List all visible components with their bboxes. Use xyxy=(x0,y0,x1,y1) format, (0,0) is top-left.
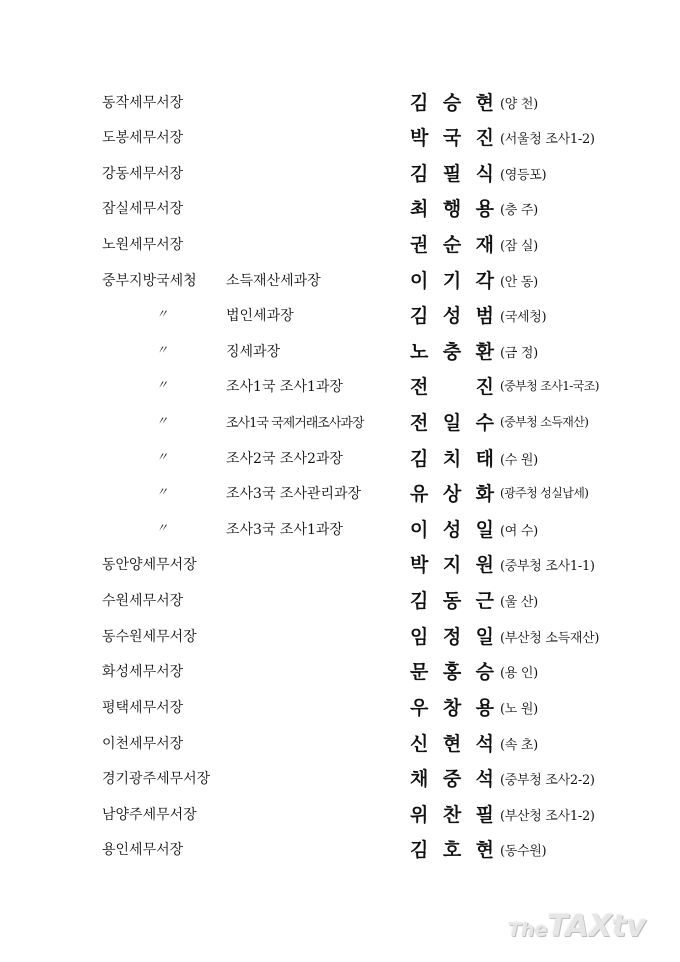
person-name xyxy=(410,479,494,506)
name-syllable: 승 xyxy=(442,92,462,114)
name-syllable: 범 xyxy=(475,305,494,327)
name-syllable: 최 xyxy=(410,198,429,220)
office-title: 이천세무서장 xyxy=(102,736,184,752)
name-syllable: 채 xyxy=(410,768,429,790)
name-syllable: 중 xyxy=(442,768,462,790)
previous-post: (충 주) xyxy=(500,203,538,218)
name-syllable: 석 xyxy=(475,733,494,755)
department-title: 조사1국 조사1과장 xyxy=(226,379,343,395)
name-syllable: 각 xyxy=(475,270,494,292)
name-syllable: 근 xyxy=(475,590,494,612)
previous-post: (중부청 조사1-1) xyxy=(500,559,595,574)
department-title: 조사3국 조사관리과장 xyxy=(226,486,362,502)
name-syllable: 문 xyxy=(410,661,429,683)
name-syllable: 정 xyxy=(442,626,462,648)
person-name xyxy=(410,622,494,649)
name-syllable: 성 xyxy=(442,305,462,327)
watermark-brand: TAXtv xyxy=(547,909,646,944)
name-syllable: 식 xyxy=(475,163,494,185)
person-name xyxy=(410,800,494,827)
list-item xyxy=(0,264,680,294)
name-syllable: 태 xyxy=(475,448,494,470)
ditto-mark: 〃 xyxy=(156,307,169,321)
ditto-mark: 〃 xyxy=(156,485,169,499)
name-syllable: 신 xyxy=(410,733,429,755)
list-item xyxy=(0,86,680,116)
previous-post: (잠 실) xyxy=(500,239,538,254)
previous-post: (중부청 조사2-2) xyxy=(500,773,595,788)
name-syllable: 김 xyxy=(410,305,429,327)
list-item xyxy=(0,442,680,472)
department-title: 징세과장 xyxy=(226,344,281,360)
name-syllable: 충 xyxy=(442,341,462,363)
name-syllable: 권 xyxy=(410,234,429,256)
person-name xyxy=(410,266,494,293)
name-syllable: 지 xyxy=(442,554,462,576)
list-item xyxy=(0,691,680,721)
previous-post: (광주청 성실납세) xyxy=(500,486,589,500)
office-title: 동안양세무서장 xyxy=(102,557,197,573)
name-syllable: 김 xyxy=(410,590,429,612)
previous-post: (울 산) xyxy=(500,595,538,610)
name-syllable: 원 xyxy=(475,554,494,576)
name-syllable: 홍 xyxy=(442,661,462,683)
name-syllable: 필 xyxy=(442,163,462,185)
name-syllable: 일 xyxy=(475,626,494,648)
name-syllable: 이 xyxy=(410,519,429,541)
list-item xyxy=(0,406,680,436)
name-syllable: 김 xyxy=(410,448,429,470)
list-item xyxy=(0,299,680,329)
list-item xyxy=(0,121,680,151)
office-title: 노원세무서장 xyxy=(102,237,184,253)
person-name xyxy=(410,550,494,577)
previous-post: (중부청 소득재산) xyxy=(500,415,589,429)
previous-post: (노 원) xyxy=(500,702,538,717)
name-syllable: 현 xyxy=(442,733,462,755)
name-syllable: 임 xyxy=(410,626,429,648)
name-syllable: 박 xyxy=(410,127,429,149)
office-title: 화성세무서장 xyxy=(102,664,184,680)
person-name xyxy=(410,657,494,684)
person-name xyxy=(410,729,494,756)
list-item xyxy=(0,584,680,614)
list-item xyxy=(0,833,680,863)
office-title: 도봉세무서장 xyxy=(102,130,184,146)
office-title: 용인세무서장 xyxy=(102,842,184,858)
previous-post: (속 초) xyxy=(500,738,538,753)
name-syllable: 필 xyxy=(475,804,494,826)
list-item xyxy=(0,620,680,650)
ditto-mark: 〃 xyxy=(156,378,169,392)
name-syllable: 전 xyxy=(410,412,429,434)
previous-post: (서울청 조사1-2) xyxy=(500,132,595,147)
ditto-mark: 〃 xyxy=(156,343,169,357)
previous-post: (부산청 조사1-2) xyxy=(500,809,595,824)
name-syllable: 김 xyxy=(410,92,429,114)
name-syllable: 국 xyxy=(442,127,462,149)
name-syllable: 현 xyxy=(475,839,494,861)
person-name xyxy=(410,159,494,186)
person-name xyxy=(410,693,494,720)
name-syllable: 상 xyxy=(442,483,462,505)
list-item xyxy=(0,798,680,828)
watermark-prefix: The xyxy=(508,919,548,941)
list-item xyxy=(0,157,680,187)
person-name xyxy=(410,372,494,399)
person-name xyxy=(410,337,494,364)
name-syllable: 전 xyxy=(410,376,429,398)
name-syllable: 기 xyxy=(442,270,462,292)
list-item xyxy=(0,228,680,258)
list-item xyxy=(0,513,680,543)
name-syllable: 행 xyxy=(442,198,462,220)
list-item xyxy=(0,727,680,757)
person-name xyxy=(410,586,494,613)
department-title: 소득재산세과장 xyxy=(226,273,321,289)
previous-post: (여 수) xyxy=(500,524,538,539)
office-title: 강동세무서장 xyxy=(102,166,184,182)
name-syllable: 노 xyxy=(410,341,429,363)
name-syllable: 찬 xyxy=(442,804,462,826)
name-syllable: 김 xyxy=(410,163,429,185)
office-title: 남양주세무서장 xyxy=(102,807,197,823)
name-syllable: 우 xyxy=(410,697,429,719)
office-title: 평택세무서장 xyxy=(102,700,184,716)
office-title: 중부지방국세청 xyxy=(102,273,197,289)
name-syllable: 김 xyxy=(410,839,429,861)
name-syllable: 위 xyxy=(410,804,429,826)
office-title: 경기광주세무서장 xyxy=(102,771,211,787)
name-syllable: 일 xyxy=(475,519,494,541)
name-syllable: 석 xyxy=(475,768,494,790)
person-name xyxy=(410,764,494,791)
previous-post: (중부청 조사1-국조) xyxy=(500,379,599,393)
name-syllable: 용 xyxy=(475,697,494,719)
name-syllable: 성 xyxy=(442,519,462,541)
name-syllable: 일 xyxy=(442,412,462,434)
ditto-mark: 〃 xyxy=(156,414,169,428)
person-name xyxy=(410,444,494,471)
previous-post: (용 인) xyxy=(500,666,538,681)
list-item xyxy=(0,335,680,365)
previous-post: (안 동) xyxy=(500,275,538,290)
name-syllable: 재 xyxy=(475,234,494,256)
name-syllable: 치 xyxy=(442,448,462,470)
office-title: 동작세무서장 xyxy=(102,95,184,111)
person-name xyxy=(410,230,494,257)
person-name xyxy=(410,194,494,221)
list-item xyxy=(0,370,680,400)
name-syllable: 용 xyxy=(475,198,494,220)
ditto-mark: 〃 xyxy=(156,521,169,535)
name-syllable: 유 xyxy=(410,483,429,505)
department-title: 조사1국 국제거래조사과장 xyxy=(226,416,364,431)
office-title: 동수원세무서장 xyxy=(102,629,197,645)
previous-post: (양 천) xyxy=(500,97,538,112)
name-syllable: 이 xyxy=(410,270,429,292)
name-syllable: 호 xyxy=(442,839,462,861)
list-item xyxy=(0,192,680,222)
office-title: 수원세무서장 xyxy=(102,593,184,609)
previous-post: (부산청 소득재산) xyxy=(500,631,600,646)
name-syllable: 창 xyxy=(442,697,462,719)
department-title: 조사2국 조사2과장 xyxy=(226,451,343,467)
department-title: 조사3국 조사1과장 xyxy=(226,522,343,538)
person-name xyxy=(410,88,494,115)
name-syllable: 승 xyxy=(475,661,494,683)
ditto-mark: 〃 xyxy=(156,450,169,464)
list-item xyxy=(0,762,680,792)
name-syllable: 환 xyxy=(475,341,494,363)
thetaxtv-watermark-logo xyxy=(508,909,646,944)
name-syllable: 화 xyxy=(475,483,494,505)
previous-post: (국세청) xyxy=(500,310,547,325)
list-item xyxy=(0,655,680,685)
name-syllable: 진 xyxy=(475,127,494,149)
name-syllable: 순 xyxy=(442,234,462,256)
previous-post: (동수원) xyxy=(500,844,547,859)
list-item xyxy=(0,548,680,578)
name-syllable: 박 xyxy=(410,554,429,576)
list-item xyxy=(0,477,680,507)
previous-post: (영등포) xyxy=(500,168,547,183)
name-syllable: 수 xyxy=(475,412,494,434)
name-syllable: 현 xyxy=(475,92,494,114)
person-name xyxy=(410,408,494,435)
department-title: 법인세과장 xyxy=(226,308,294,324)
person-name xyxy=(410,835,494,862)
person-name xyxy=(410,301,494,328)
name-syllable: 진 xyxy=(475,376,494,398)
name-syllable: 동 xyxy=(442,590,462,612)
person-name xyxy=(410,123,494,150)
person-name xyxy=(410,515,494,542)
previous-post: (금 정) xyxy=(500,346,538,361)
previous-post: (수 원) xyxy=(500,453,538,468)
office-title: 잠실세무서장 xyxy=(102,201,184,217)
